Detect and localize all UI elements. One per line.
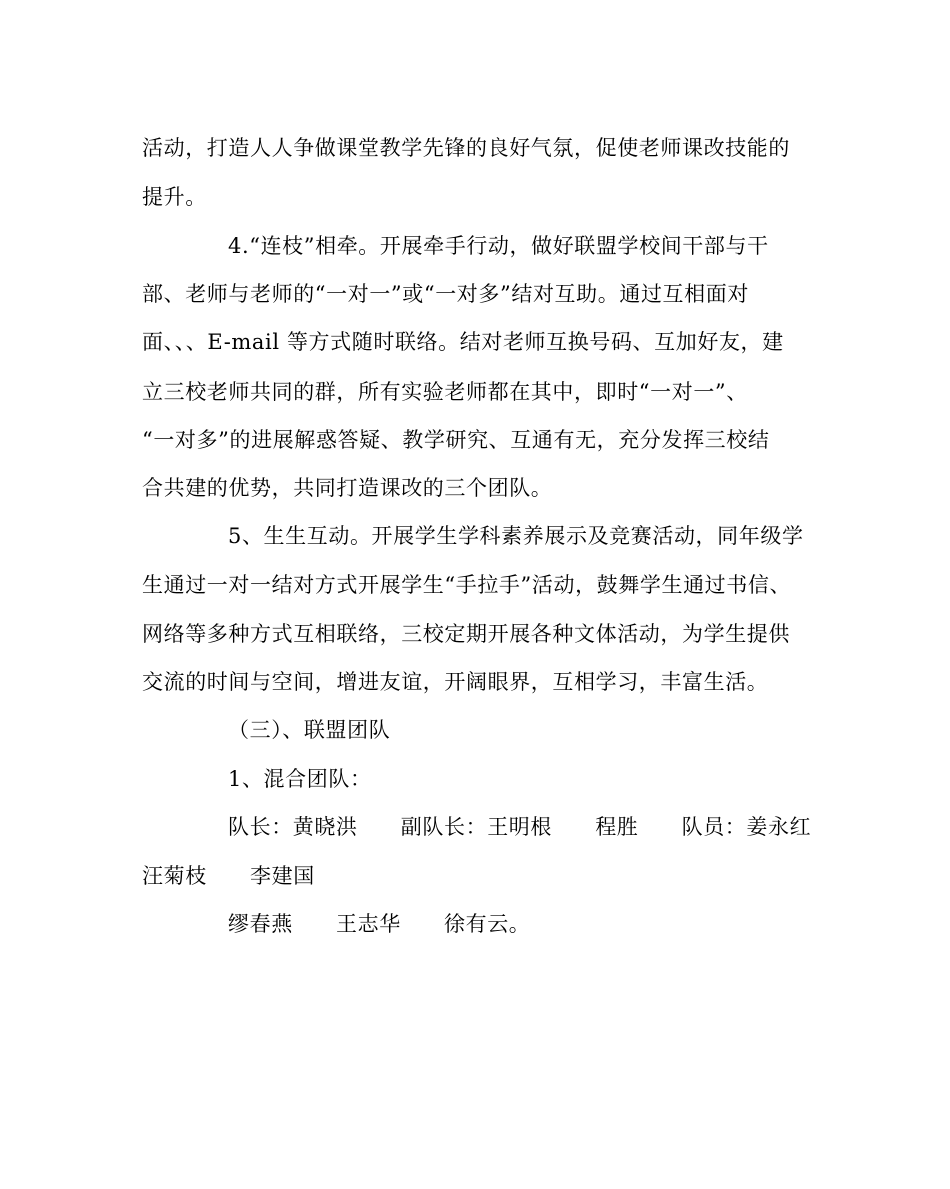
paragraph-line: 生通过一对一结对方式开展学生“手拉手”活动，鼓舞学生通过书信、 (142, 573, 792, 597)
paragraph-line: 网络等多种方式互相联络，三校定期开展各种文体活动，为学生提供 (142, 622, 790, 646)
paragraph-line: 部、老师与老师的“一对一”或“一对多”结对互助。通过互相面对 (142, 282, 749, 306)
paragraph-line: 5、生生互动。开展学生学科素养展示及竞赛活动，同年级学 (228, 524, 804, 548)
paragraph-line: 立三校老师共同的群，所有实验老师都在其中，即时“一对一”、 (142, 380, 748, 404)
subsection-heading: 1、混合团队： (228, 767, 372, 791)
paragraph-line: “一对多”的进展解惑答疑、教学研究、互通有无，充分发挥三校结 (142, 428, 770, 452)
paragraph-line: 活动，打造人人争做课堂教学先锋的良好气氛，促使老师课改技能的 (142, 136, 790, 160)
paragraph-line: 交流的时间与空间，增进友谊，开阔眼界，互相学习，丰富生活。 (142, 670, 769, 694)
paragraph-line: 提升。 (142, 185, 207, 209)
paragraph-line: 面、、、E-mail 等方式随时联络。结对老师互换号码、互加好友，建 (142, 330, 784, 354)
team-members-line: 缪春燕 王志华 徐有云。 (228, 912, 531, 936)
paragraph-line: 合共建的优势，共同打造课改的三个团队。 (142, 476, 553, 500)
paragraph-line: 4.“连枝”相牵。开展牵手行动，做好联盟学校间干部与干 (228, 234, 769, 258)
team-members-line: 队长：黄晓洪 副队长：王明根 程胜 队员：姜永红 (228, 815, 812, 839)
team-members-line: 汪菊枝 李建国 (142, 864, 315, 888)
section-heading: （三）、联盟团队 (228, 718, 391, 742)
